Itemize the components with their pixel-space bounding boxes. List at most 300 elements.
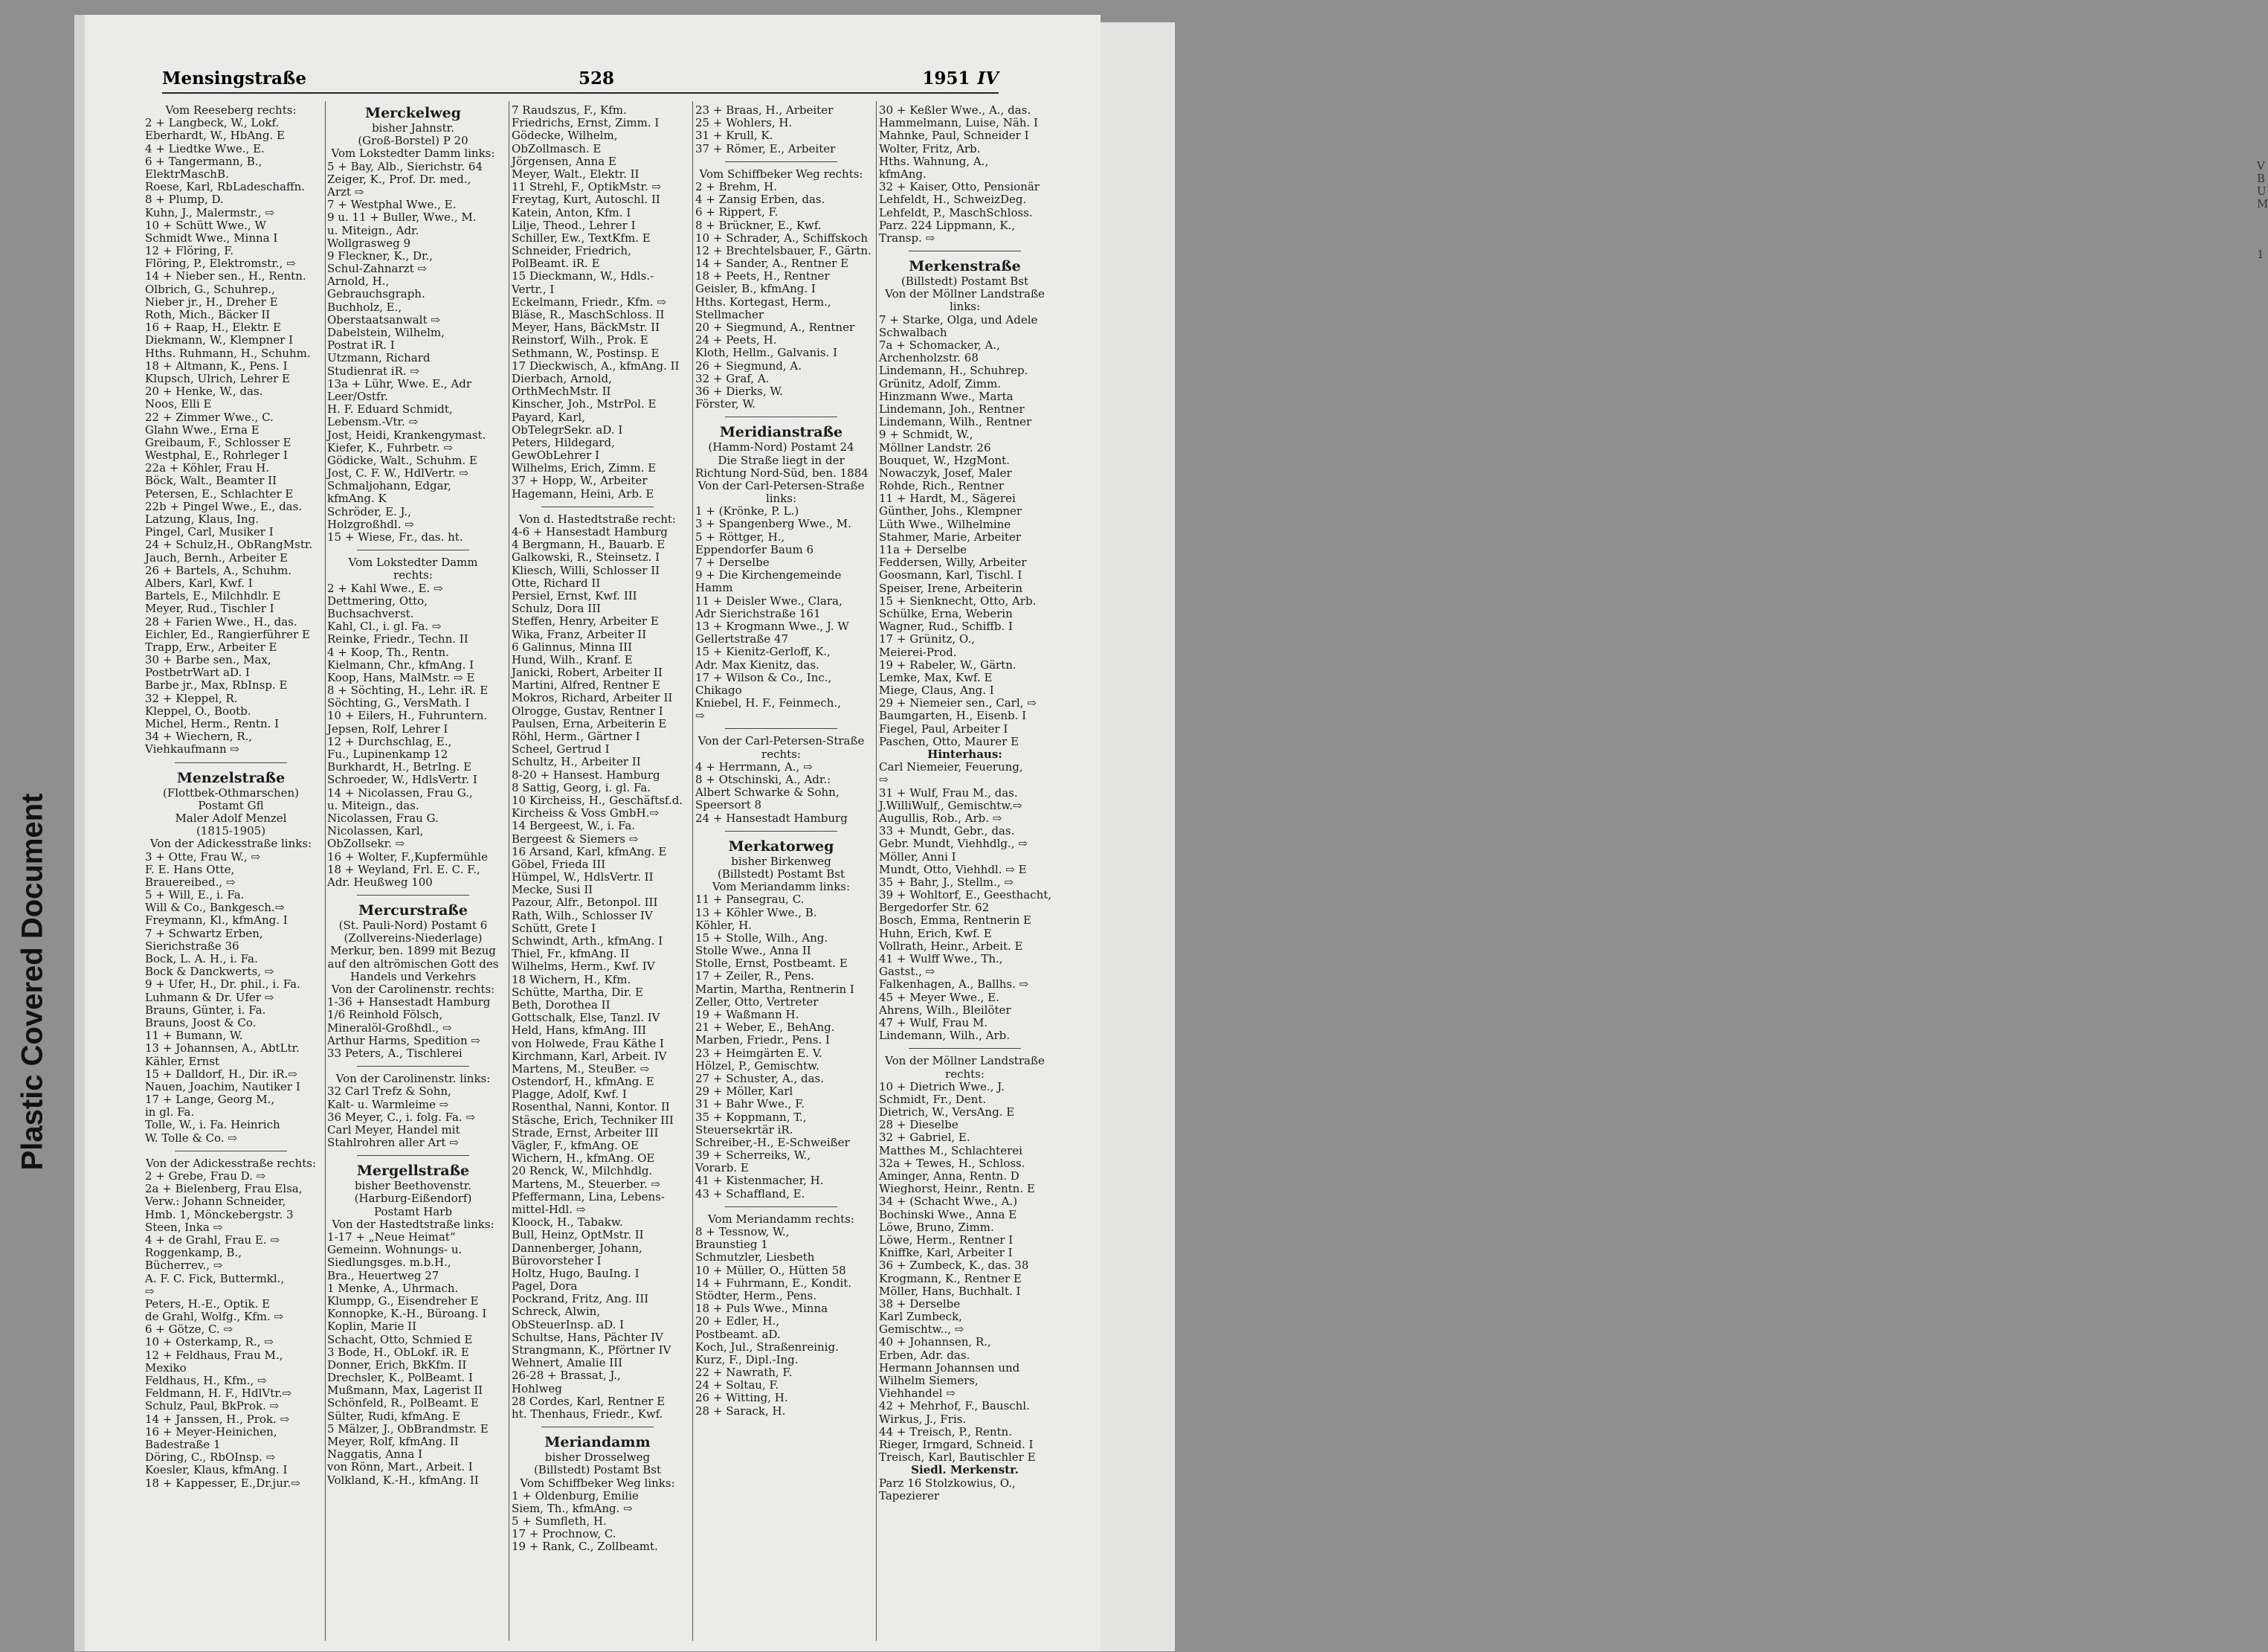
- directory-entry: Badestraße 1: [145, 1437, 221, 1451]
- directory-entry: OrthMechMstr. II: [512, 385, 611, 399]
- directory-entry: 14 + Nieber sen., H., Rentn.: [145, 269, 306, 283]
- directory-entry: Vom Schiffbeker Weg links:: [520, 1476, 675, 1490]
- directory-entry: u. Miteign., das.: [327, 798, 419, 812]
- directory-entry: ElektrMaschB.: [145, 167, 229, 181]
- directory-entry: 8 + Brückner, E., Kwf.: [695, 218, 822, 232]
- directory-entry: Schütt, Grete I: [512, 921, 596, 935]
- directory-entry: Mineralöl-Großhdl., ⇨: [327, 1021, 452, 1035]
- directory-entry: (St. Pauli-Nord) Postamt 6: [338, 919, 488, 933]
- directory-entry: Vom Meriandamm rechts:: [708, 1212, 854, 1226]
- section-divider: [725, 411, 837, 417]
- directory-entry: Dietrich, W., VersAng. E: [879, 1105, 1015, 1119]
- directory-entry: Gödicke, Walt., Schuhm. E: [327, 453, 477, 467]
- directory-entry: 19 + Waßmann H.: [695, 1008, 799, 1021]
- directory-entry: Von der Carl-Petersen-Straße: [698, 478, 865, 492]
- directory-entry: 41 + Wulff Wwe., Th.,: [879, 952, 1003, 965]
- directory-entry: auf den altrömischen Gott des: [327, 957, 499, 971]
- directory-entry: Hohlweg: [512, 1381, 562, 1395]
- directory-entry: Bra., Heuertweg 27: [327, 1268, 439, 1282]
- directory-entry: Von der Adickesstraße rechts:: [145, 1156, 317, 1170]
- directory-entry: 17 + Prochnow, C.: [512, 1527, 616, 1541]
- section-divider: [725, 722, 837, 729]
- directory-entry: 36 Meyer, C., i. folg. Fa. ⇨: [327, 1110, 476, 1124]
- directory-entry: Schroeder, W., HdlsVertr. I: [327, 773, 477, 787]
- directory-entry: Schreiber,-H., E-Schweißer: [695, 1135, 850, 1149]
- directory-entry: (Groß-Borstel) P 20: [358, 134, 468, 148]
- directory-entry: Klumpp, G., Eisendreher E: [327, 1293, 479, 1308]
- directory-entry: Merkur, ben. 1899 mit Bezug: [330, 944, 496, 958]
- directory-entry: Lehfeldt, P., MaschSchloss.: [879, 205, 1033, 219]
- directory-entry: 18 + Weyland, Frl. E. C. F.,: [327, 862, 480, 876]
- directory-entry: 5 + Sumfleth, H.: [512, 1514, 607, 1529]
- directory-entry: Pingel, Carl, Musiker I: [145, 525, 274, 539]
- directory-entry: 7a + Schomacker, A.,: [879, 338, 1000, 352]
- directory-entry: 6 + Tangermann, B.,: [145, 154, 262, 168]
- directory-entry: Jörgensen, Anna E: [512, 154, 616, 168]
- directory-entry: Siedlungsges. m.b.H.,: [327, 1256, 451, 1270]
- directory-entry: Lindemann, Joh., Rentner: [879, 402, 1025, 416]
- directory-entry: Drechsler, K., PolBeamt. I: [327, 1371, 473, 1385]
- directory-entry: 4 + Koop, Th., Rentn.: [327, 645, 449, 659]
- directory-entry: 10 + Schrader, A., Schiffskoch: [695, 231, 868, 245]
- directory-entry: Wilhelms, Herm., Kwf. IV: [512, 960, 655, 974]
- directory-entry: Kniffke, Karl, Arbeiter I: [879, 1246, 1013, 1260]
- directory-entry: ht. Thenhaus, Friedr., Kwf.: [512, 1407, 663, 1421]
- directory-entry: 36 + Zumbeck, K., das. 38: [879, 1259, 1029, 1273]
- directory-entry: Meierei-Prod.: [879, 645, 957, 659]
- directory-entry: 9 Fleckner, K., Dr.,: [327, 248, 434, 263]
- directory-column-3: [512, 104, 683, 1554]
- directory-entry: Arnold, H.,: [327, 274, 390, 289]
- directory-entry: 11 Strehl, F., OptikMstr. ⇨: [512, 180, 662, 194]
- directory-entry: 22b + Pingel Wwe., E., das.: [145, 499, 303, 513]
- section-divider: [725, 1201, 837, 1207]
- directory-entry: Hümpel, W., HdlsVertr. II: [512, 870, 654, 884]
- directory-entry: Speersort 8: [695, 798, 762, 812]
- directory-entry: 12 + Brechtelsbauer, F., Gärtn.: [695, 243, 872, 257]
- directory-entry: Burkhardt, H., BetrIng. E: [327, 760, 472, 774]
- directory-entry: Petersen, E., Schlachter E: [145, 486, 294, 501]
- directory-entry: 9 + Ufer, H., Dr. phil., i. Fa.: [145, 977, 300, 991]
- page-binding: [74, 15, 85, 1651]
- directory-entry: 24 + Soltau, F.: [695, 1378, 779, 1392]
- directory-entry: 17 + Grünitz, O.,: [879, 632, 975, 646]
- directory-entry: PolBeamt. iR. E: [512, 257, 600, 271]
- directory-entry: Pagel, Dora: [512, 1279, 578, 1293]
- directory-entry: Kleppel, O., Bootb.: [145, 704, 251, 718]
- directory-entry: Pfeffermann, Lina, Lebens-: [512, 1189, 665, 1203]
- directory-entry: Koplin, Marie II: [327, 1320, 416, 1334]
- section-divider: [357, 1149, 469, 1156]
- directory-entry: (1815-1905): [196, 824, 266, 838]
- directory-entry: 4-6 + Hansestadt Hamburg: [512, 525, 668, 539]
- directory-entry: 26 + Witting, H.: [695, 1391, 788, 1405]
- directory-entry: Von der Carl-Petersen-Straße: [698, 734, 865, 748]
- directory-entry: Kloock, H., Tabakw.: [512, 1215, 623, 1230]
- directory-entry: Utzmann, Richard: [327, 351, 431, 365]
- directory-entry: Zeller, Otto, Vertreter: [695, 994, 819, 1009]
- directory-entry: Rosenthal, Nanni, Kontor. II: [512, 1100, 670, 1114]
- directory-entry: 10 + Dietrich Wwe., J.: [879, 1079, 1005, 1093]
- directory-entry: Braunstieg 1: [695, 1238, 768, 1252]
- directory-entry: 28 + Dieselbe: [879, 1118, 959, 1132]
- directory-entry: Die Straße liegt in der: [718, 453, 845, 467]
- directory-entry: Döring, C., RbOInsp. ⇨: [145, 1450, 276, 1465]
- directory-entry: Paulsen, Erna, Arbeiterin E: [512, 716, 667, 730]
- directory-entry: 11 + Hardt, M., Sägerei: [879, 492, 1016, 506]
- directory-entry: Erben, Adr. das.: [879, 1348, 970, 1362]
- directory-entry: Brauns, Günter, i. Fa.: [145, 1003, 266, 1017]
- directory-entry: Viehhandel ⇨: [879, 1386, 956, 1401]
- section-divider: [725, 155, 837, 162]
- section-divider: [175, 1145, 287, 1151]
- directory-entry: Kahl, Cl., i. gl. Fa. ⇨: [327, 620, 442, 634]
- directory-entry: 33 + Mundt, Gebr., das.: [879, 824, 1015, 838]
- directory-entry: 24 + Schulz,H., ObRangMstr.: [145, 538, 313, 552]
- directory-entry: Galkowski, R., Steinsetz. I: [512, 550, 660, 565]
- directory-entry: 15 + Wiese, Fr., das. ht.: [327, 530, 463, 544]
- directory-entry: Paschen, Otto, Maurer E: [879, 734, 1019, 748]
- directory-entry: rechts:: [945, 1067, 985, 1081]
- directory-entry: Steuersekrtär iR.: [695, 1122, 793, 1137]
- directory-entry: 19 + Rabeler, W., Gärtn.: [879, 658, 1017, 672]
- directory-entry: 7 Raudszus, F., Kfm.: [512, 103, 627, 117]
- directory-entry: Postrat iR. I: [327, 338, 395, 353]
- directory-entry: 24 + Peets, H.: [695, 333, 777, 347]
- directory-entry: 2a + Bielenberg, Frau Elsa,: [145, 1182, 303, 1196]
- directory-entry: 14 + Janssen, H., Prok. ⇨: [145, 1412, 290, 1426]
- directory-entry: Payard, Karl,: [512, 410, 585, 424]
- directory-entry: in gl. Fa.: [145, 1105, 195, 1119]
- directory-entry: Bläse, R., MaschSchloss. II: [512, 308, 665, 321]
- directory-entry: Mußmann, Max, Lagerist II: [327, 1383, 483, 1398]
- directory-entry: 32 + Gabriel, E.: [879, 1131, 970, 1145]
- directory-entry: Pockrand, Fritz, Ang. III: [512, 1292, 649, 1306]
- directory-entry: Richtung Nord-Süd, ben. 1884: [695, 466, 869, 480]
- directory-entry: Donner, Erich, BkKfm. II: [327, 1357, 467, 1372]
- directory-entry: 40 + Johannsen, R.,: [879, 1335, 991, 1349]
- directory-entry: 5 + Will, E., i. Fa.: [145, 888, 245, 902]
- directory-entry: Huhn, Erich, Kwf. E: [879, 926, 992, 940]
- directory-entry: Arthur Harms, Spedition ⇨: [327, 1033, 480, 1047]
- directory-entry: Lindemann, Wilh., Rentner: [879, 415, 1032, 429]
- section-divider: [357, 1060, 469, 1067]
- directory-entry: 15 + Dalldorf, H., Dir. iR.⇨: [145, 1067, 297, 1081]
- directory-entry: Plagge, Adolf, Kwf. I: [512, 1087, 627, 1102]
- directory-entry: 44 + Treisch, P., Rentn.: [879, 1424, 1012, 1439]
- directory-entry: Martens, M., SteuBer. ⇨: [512, 1061, 650, 1076]
- directory-entry: Schul-Zahnarzt ⇨: [327, 262, 427, 276]
- directory-entry: Eckelmann, Friedr., Kfm. ⇨: [512, 295, 666, 309]
- directory-entry: Schülke, Erna, Weberin: [879, 606, 1013, 620]
- directory-entry: 28 + Sarack, H.: [695, 1404, 786, 1418]
- directory-entry: 2 + Langbeck, W., Lokf.: [145, 116, 280, 130]
- directory-entry: Bouquet, W., HzgMont.: [879, 453, 1010, 467]
- directory-entry: 4 + Liedtke Wwe., E.: [145, 141, 265, 155]
- directory-entry: Löwe, Herm., Rentner I: [879, 1232, 1014, 1247]
- street-heading: Meriandamm: [544, 1434, 651, 1451]
- directory-entry: 41 + Kistenmacher, H.: [695, 1174, 824, 1188]
- directory-entry: Nieber jr., H., Dreher E: [145, 295, 278, 309]
- directory-entry: 10 + Müller, O., Hütten 58: [695, 1263, 846, 1277]
- directory-entry: Brauns, Joost & Co.: [145, 1015, 257, 1029]
- directory-entry: 35 + Bahr, J., Stellm., ⇨: [879, 875, 1014, 889]
- directory-entry: 23 + Heimgärten E. V.: [695, 1046, 822, 1060]
- directory-entry: Hermann Johannsen und: [879, 1360, 1020, 1375]
- directory-entry: Albert Schwarke & Sohn,: [695, 785, 840, 800]
- directory-entry: Roth, Mich., Bäcker II: [145, 308, 271, 321]
- directory-entry: 9 + Die Kirchengemeinde: [695, 568, 842, 582]
- directory-entry: Vom Schiffbeker Weg rechts:: [699, 167, 863, 181]
- edge-fragment-line: [2257, 223, 2268, 236]
- directory-entry: J.WilliWulf,, Gemischtw.⇨: [879, 798, 1022, 812]
- directory-entry: Martini, Alfred, Rentner E: [512, 678, 660, 692]
- directory-entry: Feldhaus, H., Kfm., ⇨: [145, 1374, 267, 1387]
- directory-entry: ObZollsekr. ⇨: [327, 837, 405, 851]
- directory-entry: 39 + Scherreiks, W.,: [695, 1148, 811, 1163]
- directory-entry: 30 + Barbe sen., Max,: [145, 653, 271, 667]
- directory-entry: 11a + Derselbe: [879, 543, 967, 556]
- directory-entry: H. F. Eduard Schmidt,: [327, 402, 453, 417]
- directory-entry: 32 + Kaiser, Otto, Pensionär: [879, 180, 1040, 194]
- directory-entry: 32 Carl Trefz & Sohn,: [327, 1084, 451, 1099]
- directory-entry: 14 Bergeest, W., i. Fa.: [512, 819, 636, 833]
- directory-entry: Glahn Wwe., Erna E: [145, 422, 260, 437]
- directory-entry: Goosmann, Karl, Tischl. I: [879, 568, 1022, 582]
- directory-entry: 3 + Spangenberg Wwe., M.: [695, 517, 851, 531]
- directory-entry: 8 + Otschinski, A., Adr.:: [695, 773, 831, 786]
- directory-entry: Steffen, Henry, Arbeiter E: [512, 614, 659, 629]
- directory-entry: Peters, Hildegard,: [512, 435, 615, 449]
- directory-entry: Michel, Herm., Rentn. I: [145, 717, 280, 730]
- directory-entry: Will & Co., Bankgesch.⇨: [145, 901, 285, 915]
- directory-entry: Von der Möllner Landstraße: [885, 1054, 1045, 1068]
- directory-entry: Nicolassen, Frau G.: [327, 811, 439, 825]
- directory-entry: 4 Bergmann, H., Bauarb. E: [512, 538, 666, 552]
- directory-entry: Hmb. 1, Mönckebergstr. 3: [145, 1207, 294, 1221]
- directory-entry: 17 + Wilson & Co., Inc.,: [695, 670, 832, 684]
- directory-entry: Jost, C. F. W., HdlVertr. ⇨: [327, 466, 469, 481]
- directory-entry: Wirkus, J., Fris.: [879, 1412, 967, 1426]
- directory-entry: Meyer, Walt., Elektr. II: [512, 167, 640, 181]
- directory-entry: 34 + (Schacht Wwe., A.): [879, 1195, 1018, 1209]
- directory-entry: Carl Meyer, Handel mit: [327, 1122, 460, 1137]
- directory-entry: Katein, Anton, Kfm. I: [512, 205, 631, 219]
- directory-entry: Mexiko: [145, 1360, 187, 1375]
- directory-entry: 4 + de Grahl, Frau E. ⇨: [145, 1232, 280, 1247]
- directory-entry: 15 + Kienitz-Gerloff, K.,: [695, 645, 831, 659]
- directory-entry: Sierichstraße 36: [145, 939, 239, 953]
- directory-entry: Hund, Wilh., Kranf. E: [512, 652, 633, 666]
- directory-entry: Transp. ⇨: [879, 231, 935, 245]
- directory-entry: 1/6 Reinhold Fölsch,: [327, 1008, 443, 1022]
- directory-entry: Wika, Franz, Arbeiter II: [512, 627, 647, 641]
- directory-entry: 23 + Braas, H., Arbeiter: [695, 103, 834, 117]
- directory-entry: Kircheiss & Voss GmbH.⇨: [512, 806, 660, 820]
- directory-entry: Parz. 224 Lippmann, K.,: [879, 218, 1016, 232]
- directory-entry: Feddersen, Willy, Arbeiter: [879, 556, 1027, 570]
- directory-entry: 15 + Stolle, Wilh., Ang.: [695, 931, 828, 945]
- directory-entry: Kirchmann, Karl, Arbeit. IV: [512, 1049, 667, 1063]
- directory-entry: Schmaljohann, Edgar,: [327, 479, 451, 493]
- directory-entry: 29 + Möller, Karl: [695, 1084, 793, 1099]
- directory-entry: Lüth Wwe., Wilhelmine: [879, 517, 1011, 531]
- directory-entry: rechts:: [393, 568, 433, 582]
- directory-entry: 15 + Sienknecht, Otto, Arb.: [879, 594, 1037, 608]
- directory-entry: Wollgrasweg 9: [327, 236, 411, 250]
- section-divider: [541, 501, 654, 507]
- directory-entry: Hinzmann Wwe., Marta: [879, 389, 1014, 403]
- directory-entry: Trapp, Erw., Arbeiter E: [145, 640, 277, 654]
- directory-entry: 20 + Henke, W., das.: [145, 385, 263, 399]
- directory-entry: Flöring, P., Elektromstr., ⇨: [145, 257, 296, 271]
- directory-entry: 8 + Plump, D.: [145, 193, 224, 207]
- directory-entry: Aminger, Anna, Rentn. D: [879, 1169, 1019, 1183]
- directory-entry: bisher Jahnstr.: [372, 121, 454, 135]
- directory-entry: Chikago: [695, 683, 742, 697]
- directory-entry: Fiegel, Paul, Arbeiter I: [879, 721, 1008, 736]
- directory-entry: F. E. Hans Otte,: [145, 862, 235, 876]
- directory-entry: kfmAng. K: [327, 492, 387, 506]
- directory-entry: Westphal, E., Rohrleger I: [145, 449, 288, 463]
- directory-entry: 7 + Westphal Wwe., E.: [327, 198, 457, 212]
- directory-entry: Gemeinn. Wohnungs- u.: [327, 1243, 463, 1257]
- directory-entry: Wilhelms, Erich, Zimm. E: [512, 461, 657, 475]
- directory-entry: 31 + Bahr Wwe., F.: [695, 1097, 805, 1111]
- directory-entry: Kloth, Hellm., Galvanis. I: [695, 346, 838, 360]
- directory-entry: 18 + Peets, H., Rentner: [695, 269, 830, 283]
- directory-entry: 3 + Otte, Frau W., ⇨: [145, 849, 261, 864]
- directory-entry: 2 + Grebe, Frau D. ⇨: [145, 1169, 266, 1183]
- directory-entry: 16 + Wolter, F.,Kupfermühle: [327, 849, 488, 864]
- directory-entry: (Billstedt) Postamt Bst: [717, 867, 845, 881]
- directory-entry: Schwalbach: [879, 325, 947, 339]
- directory-entry: Freytag, Kurt, Autoschl. II: [512, 193, 660, 207]
- directory-entry: Vägler, F., kfmAng. OE: [512, 1139, 639, 1152]
- directory-entry: Gellertstraße 47: [695, 632, 789, 646]
- directory-entry: Lemke, Max, Kwf. E: [879, 670, 993, 684]
- directory-entry: Von d. Hastedtstraße recht:: [518, 512, 676, 526]
- directory-entry: Lindemann, H., Schuhrep.: [879, 364, 1028, 378]
- directory-entry: Archenholzstr. 68: [879, 351, 979, 365]
- directory-entry: Kähler, Ernst: [145, 1054, 220, 1068]
- directory-entry: 17 + Zeiler, R., Pens.: [695, 969, 815, 983]
- directory-entry: Eichler, Ed., Rangierführer E: [145, 627, 310, 641]
- directory-entry: Sülter, Rudi, kfmAng. E: [327, 1409, 461, 1423]
- directory-entry: links:: [765, 492, 797, 506]
- directory-entry: bisher Beethovenstr.: [354, 1179, 472, 1193]
- directory-entry: 13 + Krogmann Wwe., J. W: [695, 619, 849, 633]
- directory-entry: Bartels, E., Milchhdlr. E: [145, 589, 281, 603]
- directory-entry: Speiser, Irene, Arbeiterin: [879, 581, 1023, 595]
- directory-entry: 31 + Wulf, Frau M., das.: [879, 785, 1018, 800]
- street-heading: Merkatorweg: [728, 838, 834, 855]
- directory-entry: 1 + (Krönke, P. L.): [695, 504, 799, 518]
- directory-entry: 1 Menke, A., Uhrmach.: [327, 1281, 459, 1295]
- directory-entry: Schulz, Dora III: [512, 602, 601, 616]
- directory-entry: Stellmacher: [695, 307, 764, 321]
- directory-entry: 36 + Dierks, W.: [695, 384, 783, 398]
- directory-entry: Fu., Lupinenkamp 12: [327, 748, 448, 761]
- directory-entry: Von der Möllner Landstraße: [885, 287, 1045, 301]
- directory-entry: Möller, Anni I: [879, 849, 956, 864]
- edge-fragment-line: 1: [2257, 248, 2264, 261]
- directory-entry: Meyer, Rud., Tischler I: [145, 602, 274, 616]
- directory-entry: 10 + Eilers, H., Fuhruntern.: [327, 709, 488, 723]
- edge-fragment-line: V: [2257, 159, 2265, 173]
- directory-entry: 20 + Siegmund, A., Rentner: [695, 321, 855, 334]
- header-year: 1951 IV: [922, 68, 999, 89]
- directory-entry: Miege, Claus, Ang. I: [879, 684, 994, 698]
- section-divider: [909, 245, 1021, 251]
- page-header: [162, 68, 999, 94]
- directory-entry: 14 + Fuhrmann, E., Kondit.: [695, 1276, 852, 1290]
- directory-entry: Steen, Inka ⇨: [145, 1220, 223, 1234]
- directory-entry: Studienrat iR. ⇨: [327, 364, 420, 378]
- directory-entry: Söchting, G., VersMath. I: [327, 696, 470, 710]
- directory-entry: Bochinski Wwe., Anna E: [879, 1207, 1017, 1221]
- directory-entry: Vorarb. E: [695, 1161, 749, 1175]
- directory-entry: 13a + Lühr, Wwe. E., Adr: [327, 376, 472, 390]
- directory-entry: Dannenberger, Johann,: [512, 1241, 642, 1255]
- directory-entry: Dierbach, Arnold,: [512, 371, 612, 385]
- directory-entry: 47 + Wulf, Frau M.: [879, 1015, 988, 1029]
- street-heading: Mercurstraße: [358, 902, 468, 919]
- directory-entry: Naggatis, Anna I: [327, 1447, 423, 1462]
- directory-entry: Reinke, Friedr., Techn. II: [327, 632, 468, 646]
- directory-entry: 11 + Bumann, W.: [145, 1029, 243, 1043]
- directory-entry: Vom Reeseberg rechts:: [165, 103, 297, 117]
- directory-entry: Stolle Wwe., Anna II: [695, 944, 811, 958]
- directory-entry: Konnopke, K.-H., Büroang. I: [327, 1307, 487, 1321]
- directory-entry: 5 + Bay, Alb., Sierichstr. 64: [327, 159, 483, 173]
- directory-entry: 30 + Keßler Wwe., A., das.: [879, 103, 1031, 117]
- directory-entry: Holzgroßhdl. ⇨: [327, 517, 414, 531]
- directory-entry: 12 + Feldhaus, Frau M.,: [145, 1348, 283, 1362]
- directory-entry: 8 + Söchting, H., Lehr. iR. E: [327, 684, 489, 698]
- directory-entry: 16 Arsand, Karl, kfmAng. E: [512, 844, 667, 858]
- directory-entry: Nowaczyk, Josef, Maler: [879, 466, 1012, 480]
- directory-entry: Roggenkamp, B.,: [145, 1246, 242, 1260]
- directory-entry: 4 + Zansig Erben, das.: [695, 193, 825, 207]
- directory-entry: 26-28 + Brassat, J.,: [512, 1369, 621, 1383]
- directory-entry: 35 + Koppmann, T.,: [695, 1110, 807, 1124]
- directory-entry: Kinscher, Joh., MstrPol. E: [512, 397, 657, 411]
- plastic-covered-stamp: Plastic Covered Document: [16, 793, 49, 1171]
- directory-entry: Siem, Th., kfmAng. ⇨: [512, 1501, 633, 1515]
- directory-entry: PostbetrWart aD. I: [145, 666, 250, 680]
- directory-entry: 15 Dieckmann, W., Hdls.-: [512, 269, 654, 283]
- section-divider: [541, 1421, 654, 1427]
- directory-entry: Köhler, H.: [695, 918, 753, 932]
- directory-entry: Jost, Heidi, Krankengymast.: [327, 428, 486, 442]
- directory-entry: 9 + Schmidt, W.,: [879, 428, 973, 442]
- directory-entry: Böck, Walt., Beamter II: [145, 474, 277, 488]
- directory-entry: 26 + Siegmund, A.: [695, 359, 802, 373]
- directory-entry: Bergeest & Siemers ⇨: [512, 832, 639, 846]
- directory-entry: Stäsche, Erich, Techniker III: [512, 1113, 674, 1127]
- directory-entry: Scheel, Gertrud I: [512, 742, 610, 756]
- directory-entry: Luhmann & Dr. Ufer ⇨: [145, 990, 274, 1004]
- section-divider: [357, 889, 469, 896]
- directory-entry: Roese, Karl, RbLadeschaffn.: [145, 180, 306, 194]
- directory-entry: Adr. Heußweg 100: [327, 875, 433, 889]
- directory-entry: Handels und Verkehrs: [349, 969, 477, 983]
- directory-entry: Martens, M., Steuerber. ⇨: [512, 1177, 660, 1191]
- directory-entry: Wolter, Fritz, Arb.: [879, 141, 981, 155]
- directory-entry: Vom Lokstedter Damm links:: [331, 147, 495, 161]
- directory-entry: 45 + Meyer Wwe., E.: [879, 990, 999, 1004]
